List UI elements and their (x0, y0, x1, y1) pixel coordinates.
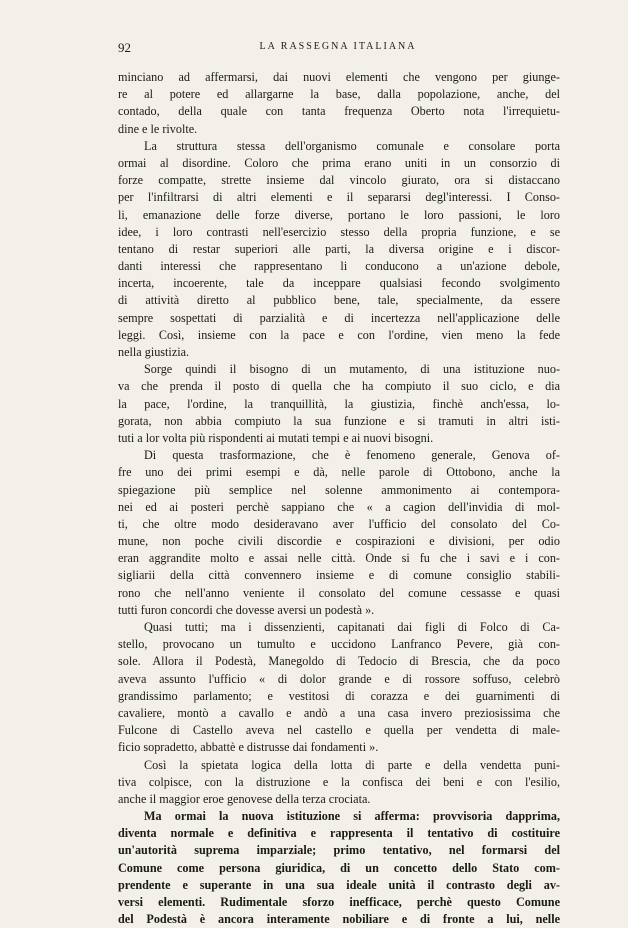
page-header (118, 40, 558, 58)
text-line: leggi. Così, insieme con la pace e con l'ordine, vien meno la fede (118, 327, 560, 342)
text-line: tiva colpisce, con la distruzione e la confisca dei beni e con l'esilio, (118, 774, 560, 789)
text-line: prendente e superante in una sua ideale unità il contrasto degli av- (118, 877, 560, 892)
text-line: Sorge quindi il bisogno di un mutamento, di una istituzione nuo- (144, 362, 560, 377)
paragraph (118, 619, 560, 757)
text-line: versi elementi. Rudimentale sforzo inefficace, perchè questo Comune (118, 895, 560, 909)
text-line: la pace, l'ordine, la tranquillità, la giustizia, finchè anch'essa, lo- (118, 396, 560, 411)
page-number: 92 (118, 40, 131, 55)
text-line: ormai al disordine. Coloro che prima erano uniti in un consorzio di (118, 155, 560, 170)
text-line: Fulcone di Castello aveva nel castello e quella per vendetta di male- (118, 723, 560, 738)
text-line: nella giustizia. (118, 345, 190, 359)
text-line: fre uno dei primi esempi e dà, nelle parole di Ottobono, anche la (118, 465, 560, 480)
text-line: di attività diretto al pubblico bene, tale, specialmente, da essere (118, 293, 560, 308)
paragraph (118, 69, 560, 138)
text-line: grandissimo parlamento; e vestitosi di corazza e dei guarnimenti di (118, 688, 560, 703)
body-text (118, 69, 560, 928)
text-line: nei ed ai posteri perchè sappiano che « a cagion dell'invidia di mol- (118, 499, 560, 514)
text-line: aveva assunto l'ufficio « di dolor grande e di rossore soffuso, celebrò (118, 671, 560, 686)
running-title: LA RASSEGNA ITALIANA (259, 41, 417, 52)
text-line: diventa normale e definitiva e rappresenta il tentativo di costituire (118, 826, 560, 841)
text-line: eran aggrandite molto e assai nelle città. Onde si fu che i savi e i con- (118, 551, 560, 566)
text-line: un'autorità suprema imparziale; primo tentativo, nel formarsi del (118, 843, 560, 858)
text-line: Quasi tutti; ma i dissenzienti, capitanati dai figli di Folco di Ca- (144, 620, 560, 634)
text-line: cavaliere, montò a cavallo e andò a una casa invero preziosissima che (118, 705, 560, 720)
text-line: re al potere ed allargarne la base, dalla popolazione, anche, del (118, 87, 560, 102)
paragraph (118, 138, 560, 361)
text-line: sempre sospettati di parzialità e di incertezza nell'applicazione delle (118, 310, 560, 325)
paragraph (118, 447, 560, 619)
text-line: rono che nell'anno veniente il consolato del comune cessasse e quasi (118, 585, 560, 600)
text-line: idee, i loro contrasti nell'esercizio stesso della propria funzione, e se (118, 224, 560, 239)
text-line: stello, provocano un tumulto e uccidono Lanfranco Pevere, già con- (118, 637, 560, 652)
text-line: per l'infiltrarsi di altri elementi e il separarsi degl'interessi. I Conso- (118, 190, 560, 205)
text-line: Comune come persona giuridica, di un concetto dello Stato com- (118, 860, 560, 875)
text-line: anche il maggior eroe genovese della terza crociata. (118, 791, 371, 806)
text-line: sole. Allora il Podestà, Manegoldo di Tedocio di Brescia, che da poco (118, 654, 560, 669)
text-line: Ma ormai la nuova istituzione si afferma: provvisoria dapprima, (144, 809, 560, 824)
paragraph (118, 757, 560, 809)
text-line: contado, della quale con tanta frequenza Oberto nota l'irrequietu- (118, 104, 560, 119)
text-line: li, emanazione delle forze diverse, portano le loro passioni, le loro (118, 207, 560, 222)
text-line: ti, che oltre modo desideravano aver l'ufficio del consolato del Co- (118, 516, 560, 531)
text-line: tutti furon concordi che dovesse aversi un podestà ». (118, 602, 375, 617)
text-line: La struttura stessa dell'organismo comunale e consolare porta (144, 138, 560, 153)
text-line: forze compatte, strette insieme dal vincolo giurato, ora si distaccano (118, 173, 560, 188)
text-line: dine e le rivolte. (118, 121, 198, 136)
text-line: va che prenda il posto di quella che ha compiuto il suo ciclo, e dia (118, 379, 560, 394)
text-line: ficio sopradetto, abbattè e distrusse dai fondamenti ». (118, 740, 379, 755)
paragraph (118, 361, 560, 447)
text-line: danti interessi che rappresentano li conducono a un'azione debole, (118, 259, 560, 274)
text-line: Così la spietata logica della lotta di parte e della vendetta puni- (144, 757, 560, 772)
text-line: sigliarii della città convennero insieme e di comune consiglio stabili- (118, 568, 560, 583)
text-line: del Podestà è ancora interamente nobiliare e di fronte a lui, nelle (118, 912, 560, 927)
text-line: incerta, incoerente, tale da inceppare qualsiasi fecondo svolgimento (118, 276, 560, 291)
text-line: tentano di restar superiori alle parti, la diversa origine e i discor- (118, 241, 560, 256)
text-line: minciano ad affermarsi, dai nuovi elementi che vengono per giunge- (118, 70, 560, 84)
text-line: mune, non poche civili discordie e cospirazioni e divisioni, per odio (118, 534, 560, 549)
text-line: spiegazione più semplice nel solenne ammonimento ai contempora- (118, 482, 560, 497)
paragraph (118, 808, 560, 928)
text-line: gorata, non abbia compiuto la sua funzione e si tramuti in altri isti- (118, 413, 560, 428)
text-line: tuti a lor volta più rispondenti ai mutati tempi e ai nuovi bisogni. (118, 430, 434, 445)
text-line: Di questa trasformazione, che è fenomeno generale, Genova of- (144, 448, 560, 463)
